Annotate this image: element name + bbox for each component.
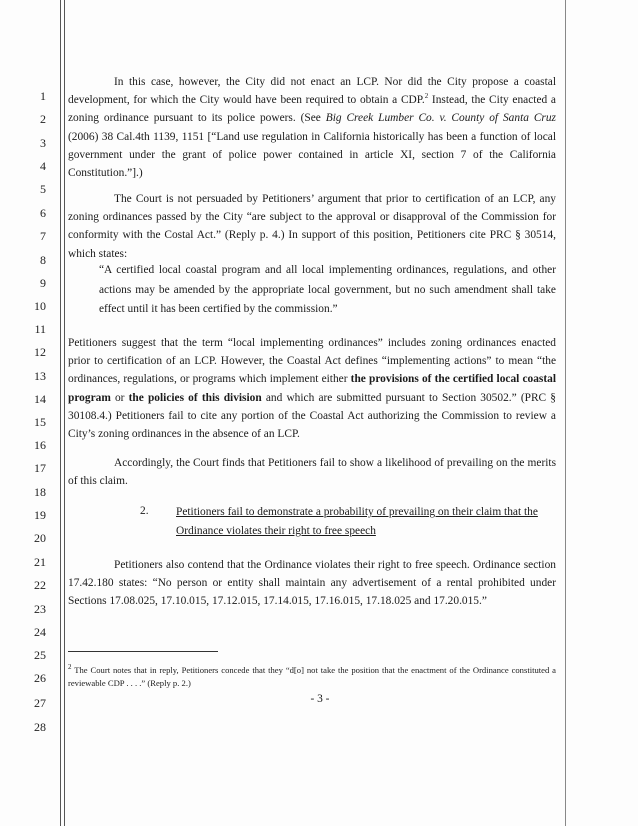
line-number: 25 <box>34 648 46 662</box>
line-number: 14 <box>34 392 46 406</box>
line-number: 27 <box>34 696 46 710</box>
line-number: 5 <box>40 182 46 196</box>
paragraph-text: Petitioners also contend that the Ordinance violates their right to free speech. Ordinance section 17.42.180 states: “No person or entity shall maintain any advertisement of a rental prohibited under Sections 17.08.025, 17.10.015, 17.12.015, 17.14.015, 17.16.015, 17.18.025 and 17.20.015.” <box>68 559 556 608</box>
line-number: 7 <box>40 229 46 243</box>
case-citation: Big Creek Lumber Co. v. County of Santa Cruz <box>325 112 556 125</box>
paragraph-text: or <box>110 391 129 404</box>
line-number: 15 <box>34 415 46 429</box>
paragraph-no-lcp <box>68 73 556 182</box>
emphasized-text: the policies of this division <box>128 391 262 404</box>
line-number: 24 <box>34 625 46 639</box>
left-margin-rule <box>60 0 61 826</box>
paragraph-text: The Court is not persuaded by Petitioners’ argument that prior to certification of an LCP, any zoning ordinances passed by the City “are subject to the approval or disapproval of the Commission for conformity with the Costal Act.” (Reply p. 4.) In support of this position, Petitioners cite PRC § 30514, which states: <box>68 193 556 260</box>
line-number: 10 <box>34 299 46 313</box>
line-number: 8 <box>40 253 46 267</box>
block-quote-prc-30514 <box>99 261 556 320</box>
paragraph-text: Petitioners suggest that the term “local implementing ordinances” includes zoning ordinances enacted prior to certification of an LCP. However, the Coastal Act defines “implementing actions” to mean “the ordinances, regulations, or programs which implement either <box>68 337 556 386</box>
paragraph-text: Accordingly, the Court finds that Petitioners fail to show a likelihood of prevailing on the merits of this claim. <box>68 457 556 488</box>
right-margin-rule <box>565 0 566 826</box>
line-number: 18 <box>34 485 46 499</box>
footnote-separator <box>68 651 218 652</box>
paragraph-text: (2006) 38 Cal.4th 1139, 1151 [“Land use regulation in California historically has been a function of local government under the grant of police power contained in article XI, section 7 of the California Constitution.”].) <box>68 130 556 180</box>
paragraph-implementing-actions <box>68 334 556 443</box>
footnote-reference: 2 <box>424 92 429 101</box>
section-heading-number: 2. <box>140 505 149 517</box>
section-heading: Petitioners fail to demonstrate a probability of prevailing on their claim that the Ordinance violates their right to free speech <box>176 506 538 537</box>
emphasized-text: the provisions of the certified local coastal program <box>68 373 556 404</box>
footnote <box>68 664 556 689</box>
line-number: 28 <box>34 720 46 734</box>
line-number: 11 <box>34 322 46 336</box>
line-number: 13 <box>34 369 46 383</box>
paragraph-free-speech <box>68 556 556 611</box>
line-number: 23 <box>34 602 46 616</box>
line-number: 2 <box>40 112 46 126</box>
line-number: 16 <box>34 438 46 452</box>
line-number: 20 <box>34 531 46 545</box>
line-number: 26 <box>34 671 46 685</box>
line-number: 6 <box>40 206 46 220</box>
footnote-marker: 2 <box>68 663 72 672</box>
paragraph-petitioners-argument <box>68 190 556 263</box>
page-number: - 3 - <box>310 693 330 705</box>
line-number: 3 <box>40 136 46 150</box>
line-number: 4 <box>40 159 46 173</box>
line-number: 9 <box>40 276 46 290</box>
paragraph-text: and which are submitted pursuant to Section 30502.” (PRC § 30108.4.) Petitioners fail to cite any portion of the Coastal Act authorizing the Commission to review a City’s zoning ordinances in the absence of an LCP. <box>68 391 556 441</box>
paragraph-text: In this case, however, the City did not enact an LCP. Nor did the City propose a coastal development, for which the City would have been required to obtain a CDP. <box>68 76 556 107</box>
line-number: 12 <box>34 345 46 359</box>
line-number: 22 <box>34 578 46 592</box>
left-margin-rule-inner <box>64 0 65 826</box>
footnote-text: The Court notes that in reply, Petitioners concede that they “d[o] not take the position that the enactment of the Ordinance constituted a reviewable CDP . . . .” (Reply p. 2.) <box>68 665 556 688</box>
line-number: 17 <box>34 461 46 475</box>
paragraph-conclusion <box>68 454 556 490</box>
line-number: 21 <box>34 555 46 569</box>
quote-text: “A certified local coastal program and all local implementing ordinances, regulations, and other actions may be amended by the appropriate local government, but no such amendment shall take effect until it has been certified by the commission.” <box>99 264 556 316</box>
paragraph-text: Instead, the City enacted a zoning ordinance pursuant to its police powers. (See <box>68 94 556 125</box>
line-number: 19 <box>34 508 46 522</box>
line-number: 1 <box>40 89 46 103</box>
